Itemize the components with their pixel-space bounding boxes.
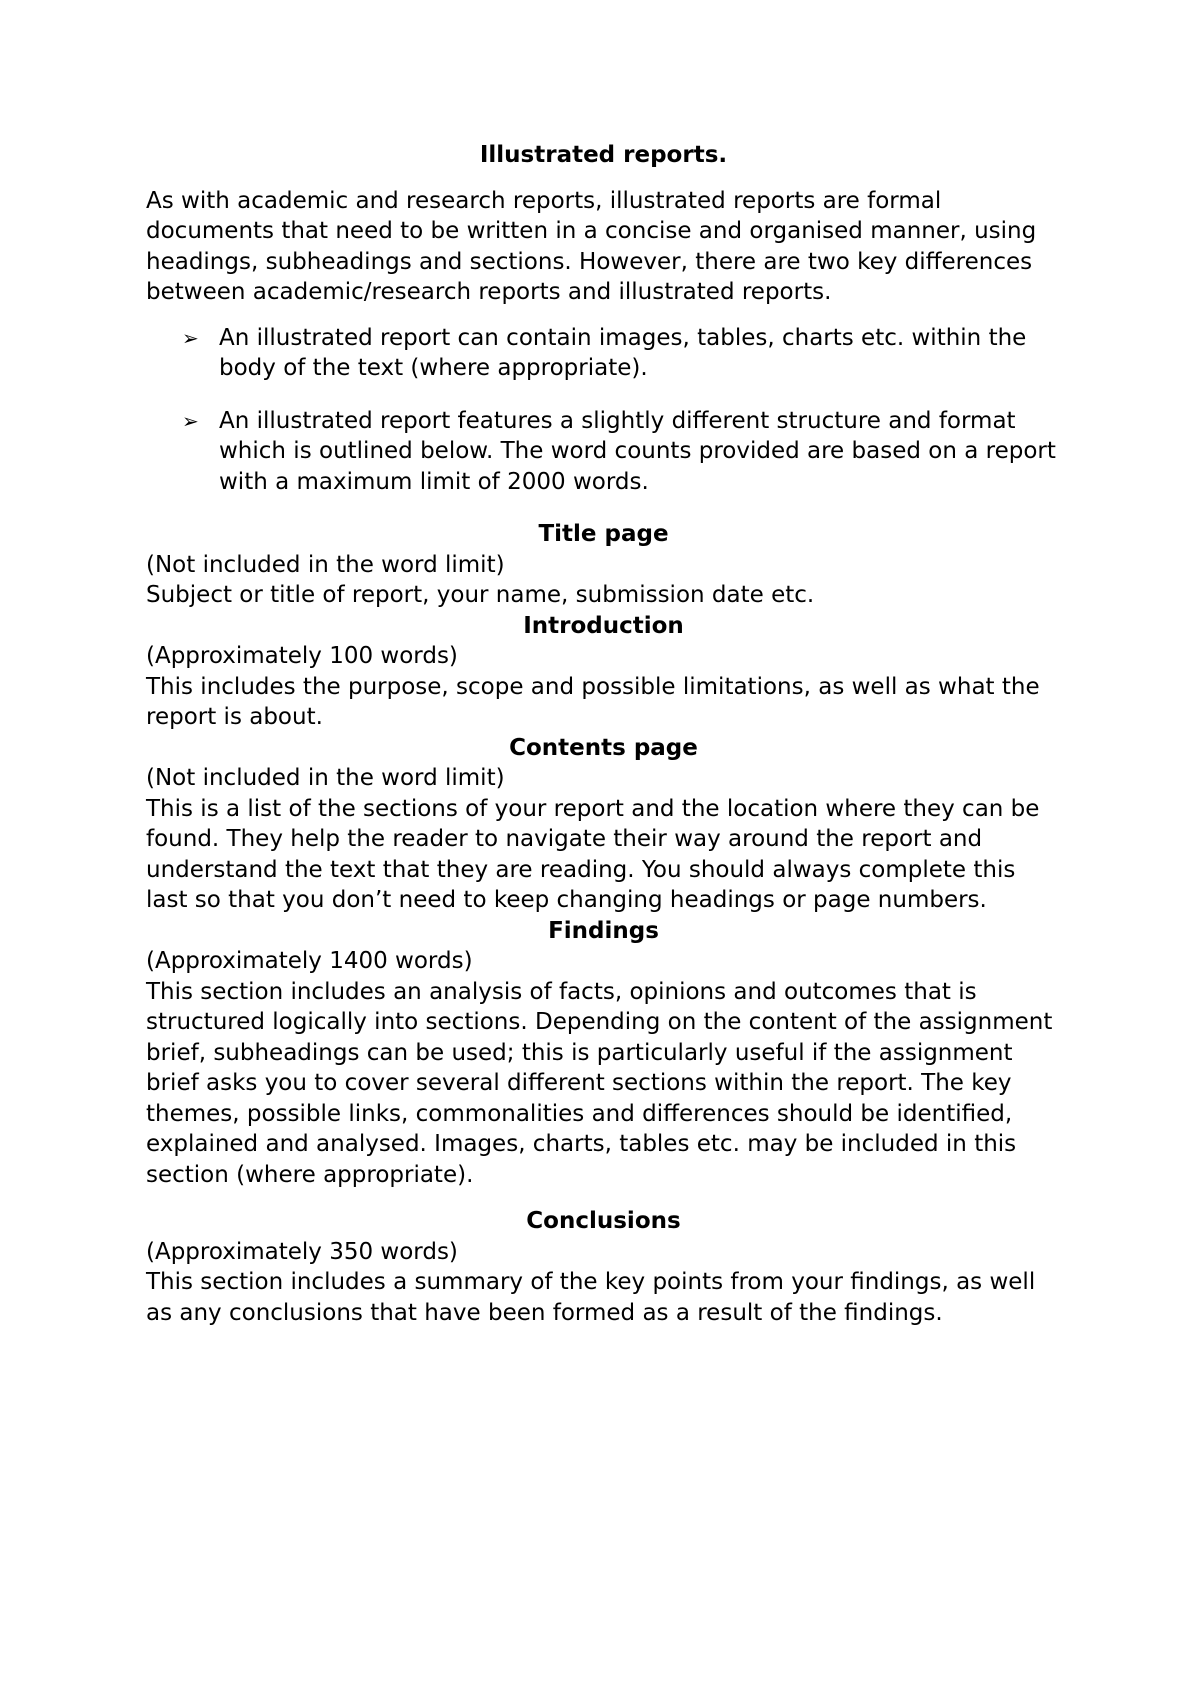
section-body: This includes the purpose, scope and possible limitations, as well as what the report is about. bbox=[146, 673, 1040, 730]
section-body: This is a list of the sections of your report and the location where they can be found. They help the reader to navigate their way around the report and understand the text that they are reading. You should always complete this last so that you don’t need to keep changing headings or page numbers. bbox=[146, 795, 1040, 913]
section-word-note: (Not included in the word limit) bbox=[146, 551, 505, 578]
list-item bbox=[146, 406, 1061, 498]
section-title-page bbox=[146, 519, 1061, 611]
section-body: Subject or title of report, your name, submission date etc. bbox=[146, 582, 815, 608]
section-contents-page bbox=[146, 733, 1061, 916]
section-heading: Conclusions bbox=[526, 1208, 681, 1234]
document-page bbox=[146, 140, 1061, 1328]
section-heading: Findings bbox=[548, 917, 659, 944]
section-heading: Title page bbox=[538, 521, 669, 547]
section-word-note: (Approximately 1400 words) bbox=[146, 948, 473, 974]
section-heading: Contents page bbox=[509, 734, 698, 761]
arrowhead-bullet-icon: ➢ bbox=[182, 408, 199, 433]
intro-paragraph: As with academic and research reports, illustrated reports are formal documents that need to be written in a concise and organised manner, using headings, subheadings and sections. However, there are two key differences between academic/research reports and illustrated reports. bbox=[146, 187, 1037, 305]
section-word-note: (Not included in the word limit) bbox=[146, 765, 505, 791]
section-conclusions bbox=[146, 1206, 1061, 1328]
bullet-text: An illustrated report can contain images, tables, charts etc. within the body of the text (where appropriate). bbox=[219, 324, 1027, 381]
section-body: This section includes a summary of the key points from your findings, as well as any conclusions that have been formed as a result of the findings. bbox=[146, 1269, 1036, 1326]
arrowhead-bullet-icon: ➢ bbox=[182, 325, 199, 350]
section-word-note: (Approximately 100 words) bbox=[146, 643, 458, 669]
document-title: Illustrated reports. bbox=[479, 142, 728, 168]
bullet-text: An illustrated report features a slightly different structure and format which is outlined below. The word counts provided are based on a report with a maximum limit of 2000 words. bbox=[219, 407, 1056, 495]
key-differences-list bbox=[146, 323, 1061, 498]
section-introduction bbox=[146, 611, 1061, 733]
section-word-note: (Approximately 350 words) bbox=[146, 1238, 458, 1265]
section-heading: Introduction bbox=[523, 612, 684, 639]
section-body: This section includes an analysis of facts, opinions and outcomes that is structured logically into sections. Depending on the content of the assignment brief, subheadings can be used; this is particularly useful if the assignment brief asks you to cover several different sections within the report. The key themes, possible links, commonalities and differences should be identified, explained and analysed. Images, charts, tables etc. may be included in this section (where appropriate). bbox=[146, 978, 1053, 1188]
section-findings bbox=[146, 916, 1061, 1191]
list-item bbox=[146, 323, 1061, 384]
